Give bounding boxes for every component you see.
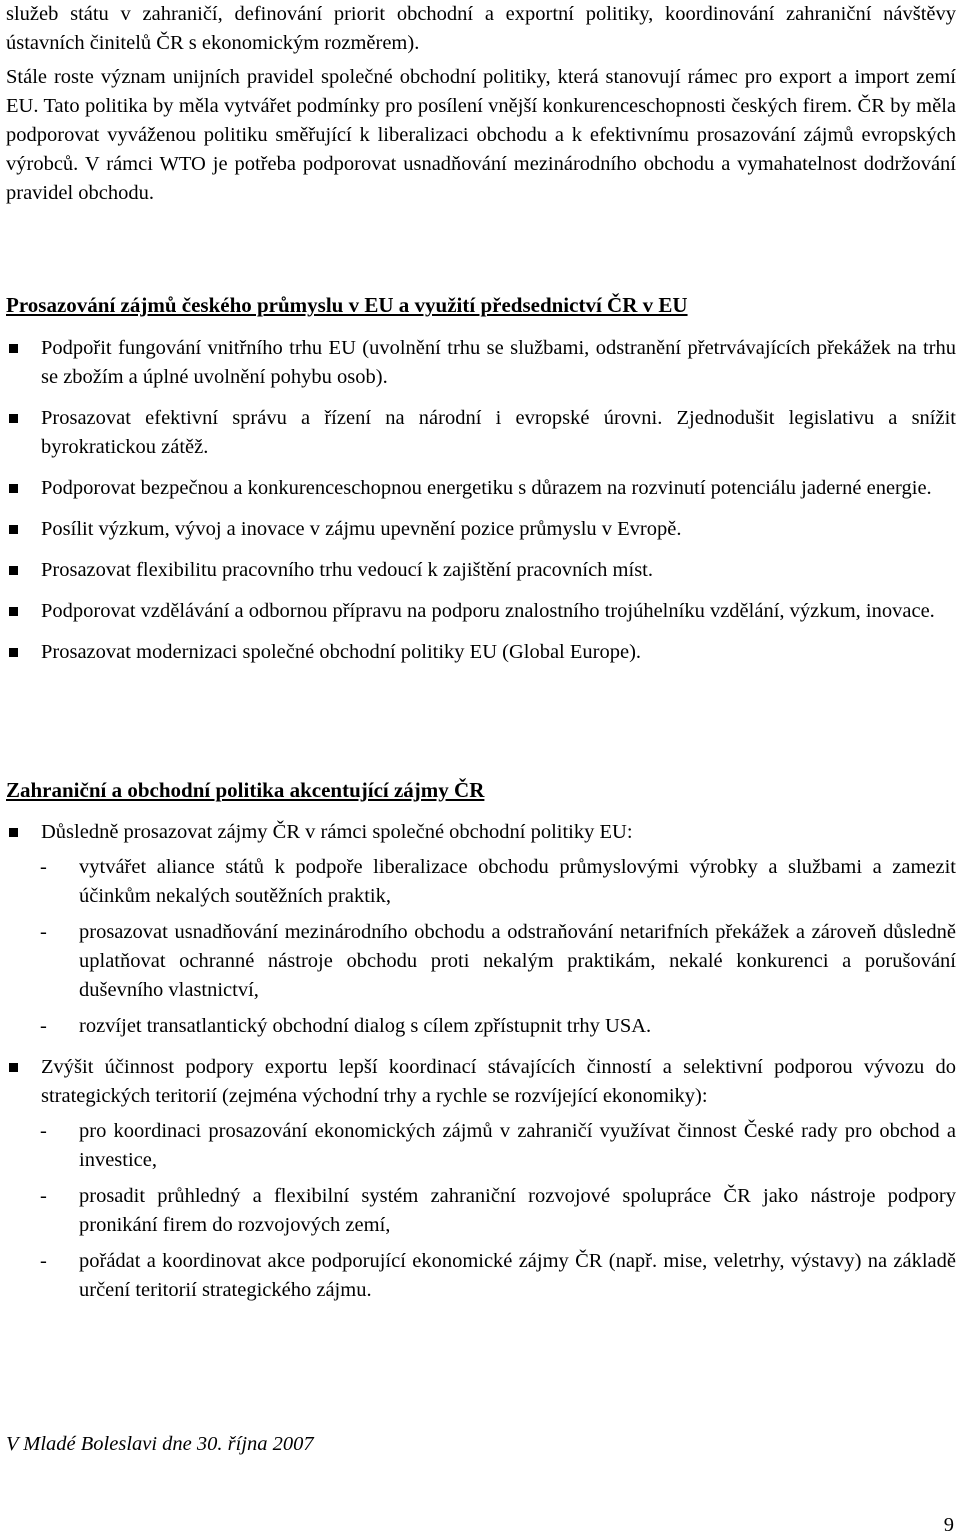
sub-list — [6, 1117, 956, 1305]
sub-list-item — [6, 1247, 956, 1305]
sub-list-item-text: pořádat a koordinovat akce podporující ekonomické zájmy ČR (např. mise, veletrhy, výstavy) na základě určení teritorií strategického zájmu. — [79, 1250, 956, 1301]
square-bullet-icon — [9, 484, 18, 493]
list-item-text: Důsledně prosazovat zájmy ČR v rámci společné obchodní politiky EU: — [41, 821, 633, 843]
list-item — [6, 1053, 956, 1305]
dash-marker: - — [40, 1015, 47, 1037]
dash-marker: - — [40, 921, 47, 943]
list-item — [6, 474, 956, 503]
sub-list — [6, 853, 956, 1041]
intro-paragraph-1: služeb státu v zahraničí, definování priorit obchodní a exportní politiky, koordinování zahraniční návštěvy ústavních činitelů ČR s ekonomickým rozměrem). — [6, 3, 956, 54]
square-bullet-icon — [9, 525, 18, 534]
list-item-text: Podporovat bezpečnou a konkurenceschopnou energetiku s důrazem na rozvinutí potenciálu jaderné energie. — [41, 477, 932, 499]
place-and-date: V Mladé Boleslavi dne 30. října 2007 — [6, 1433, 314, 1455]
sub-list-item — [6, 1182, 956, 1240]
square-bullet-icon — [9, 828, 18, 837]
sub-list-item-text: prosadit průhledný a flexibilní systém zahraniční rozvojové spolupráce ČR jako nástroje podpory pronikání firem do rozvojových zemí, — [79, 1185, 956, 1236]
sub-list-item — [6, 1012, 956, 1041]
dash-marker: - — [40, 1185, 47, 1207]
sub-list-item — [6, 918, 956, 1005]
list-item — [6, 556, 956, 585]
list-item — [6, 515, 956, 544]
list-item — [6, 334, 956, 392]
sub-list-item-text: vytvářet aliance států k podpoře liberalizace obchodu průmyslovými výrobky a službami a zamezit účinkům nekalých soutěžních praktik, — [79, 856, 956, 907]
square-bullet-icon — [9, 607, 18, 616]
list-item — [6, 597, 956, 626]
list-item — [6, 404, 956, 462]
list-item-text: Podpořit fungování vnitřního trhu EU (uvolnění trhu se službami, odstranění přetrvávajících překážek na trhu se zbožím a úplné uvolnění pohybu osob). — [41, 337, 956, 388]
sub-list-item — [6, 853, 956, 911]
section-heading-eu-industry: Prosazování zájmů českého průmyslu v EU a využití předsednictví ČR v EU — [6, 293, 688, 317]
section2-bullet-list — [6, 818, 956, 1317]
dash-marker: - — [40, 1250, 47, 1272]
sub-list-item-text: rozvíjet transatlantický obchodní dialog s cílem zpřístupnit trhy USA. — [79, 1015, 652, 1037]
square-bullet-icon — [9, 344, 18, 353]
section1-bullet-list — [6, 334, 956, 679]
sub-list-item-text: pro koordinaci prosazování ekonomických zájmů v zahraničí využívat činnost České rady pro obchod a investice, — [79, 1120, 956, 1171]
section-heading-foreign-trade-policy: Zahraniční a obchodní politika akcentující zájmy ČR — [6, 778, 485, 802]
list-item — [6, 638, 956, 667]
list-item-text: Podporovat vzdělávání a odbornou přípravu na podporu znalostního trojúhelníku vzdělání, výzkum, inovace. — [41, 600, 935, 622]
dash-marker: - — [40, 856, 47, 878]
intro-paragraph-2: Stále roste význam unijních pravidel společné obchodní politiky, která stanovují rámec pro export a import zemí EU. Tato politika by měla vytvářet podmínky pro posílení vnější konkurenceschopnosti českých firem. ČR by měla podporovat vyváženou politiku směřující k liberalizaci obchodu a k efektivnímu prosazování zájmů evropských výrobců. V rámci WTO je potřeba podporovat usnadňování mezinárodního obchodu a vymahatelnost dodržování pravidel obchodu. — [6, 66, 956, 204]
square-bullet-icon — [9, 648, 18, 657]
list-item-text: Prosazovat efektivní správu a řízení na národní i evropské úrovni. Zjednodušit legislativu a snížit byrokratickou zátěž. — [41, 407, 956, 458]
sub-list-item — [6, 1117, 956, 1175]
dash-marker: - — [40, 1120, 47, 1142]
list-item-text: Zvýšit účinnost podpory exportu lepší koordinací stávajících činností a selektivní podporou vývozu do strategických teritorií (zejména východní trhy a rychle se rozvíjející ekonomiky): — [41, 1056, 956, 1107]
list-item-text: Prosazovat modernizaci společné obchodní politiky EU (Global Europe). — [41, 641, 642, 663]
square-bullet-icon — [9, 1063, 18, 1072]
list-item-text: Posílit výzkum, vývoj a inovace v zájmu upevnění pozice průmyslu v Evropě. — [41, 518, 682, 540]
sub-list-item-text: prosazovat usnadňování mezinárodního obchodu a odstraňování netarifních překážek a zároveň důsledně uplatňovat ochranné nástroje obchodu proti nekalým praktikám, nekalé konkurenci a porušování duševního vlastnictví, — [79, 921, 956, 1001]
square-bullet-icon — [9, 414, 18, 423]
list-item — [6, 818, 956, 1041]
list-item-text: Prosazovat flexibilitu pracovního trhu vedoucí k zajištění pracovních míst. — [41, 559, 653, 581]
page-number: 9 — [943, 1514, 954, 1536]
square-bullet-icon — [9, 566, 18, 575]
